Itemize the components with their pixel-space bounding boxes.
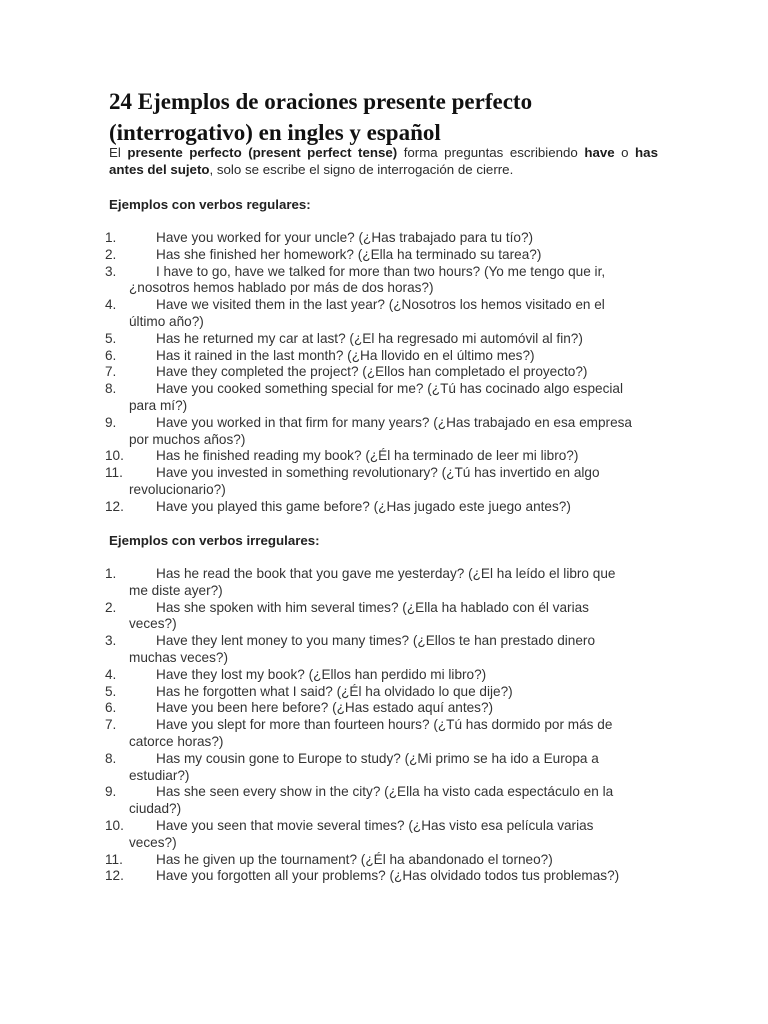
list-item-text: I have to go, have we talked for more than two hours? (Yo me tengo que ir, ¿nosotros hemos hablado por más de dos horas?) bbox=[129, 263, 606, 296]
intro-text: forma preguntas escribiendo bbox=[397, 145, 585, 160]
irregular-section-heading: Ejemplos con verbos irregulares: bbox=[109, 533, 320, 548]
list-item bbox=[0, 751, 768, 785]
list-item-text: Have you been here before? (¿Has estado aquí antes?) bbox=[156, 700, 494, 716]
list-item bbox=[0, 818, 768, 852]
intro-paragraph bbox=[109, 145, 658, 179]
list-item bbox=[0, 499, 768, 516]
list-item-number: 2. bbox=[105, 246, 117, 262]
list-item-number: 12. bbox=[105, 868, 124, 884]
list-item-number: 4. bbox=[105, 297, 117, 313]
list-item-text: Has my cousin gone to Europe to study? (¿Mi primo se ha ido a Europa a estudiar?) bbox=[129, 750, 599, 783]
intro-text: o bbox=[614, 145, 636, 160]
list-item-text: Has he returned my car at last? (¿El ha regresado mi automóvil al fin?) bbox=[156, 330, 583, 346]
list-item bbox=[0, 264, 768, 298]
list-item-text: Have you cooked something special for me? (¿Tú has cocinado algo especial para mí?) bbox=[129, 381, 623, 413]
list-item bbox=[0, 247, 768, 264]
intro-bold-text: have bbox=[584, 145, 615, 160]
list-item-text: Have they lent money to you many times? (¿Ellos te han prestado dinero muchas veces?) bbox=[129, 633, 596, 665]
list-item-text: Has he forgotten what I said? (¿Él ha olvidado lo que dije?) bbox=[156, 683, 513, 699]
list-item-text: Have you seen that movie several times? (¿Has visto esa película varias veces?) bbox=[129, 817, 594, 850]
list-item bbox=[0, 633, 768, 667]
list-item-number: 6. bbox=[105, 700, 117, 716]
list-item bbox=[0, 465, 768, 499]
list-item bbox=[0, 784, 768, 818]
intro-bold-text: presente perfecto (present perfect tense) bbox=[127, 145, 398, 160]
list-item-number: 10. bbox=[105, 448, 124, 464]
list-item-number: 5. bbox=[105, 683, 117, 699]
list-item bbox=[0, 381, 768, 415]
list-item-number: 1. bbox=[105, 566, 117, 581]
regular-examples-list bbox=[0, 230, 768, 516]
list-item-text: Has he given up the tournament? (¿Él ha abandonado el torneo?) bbox=[156, 851, 553, 867]
regular-section-heading: Ejemplos con verbos regulares: bbox=[109, 197, 311, 212]
list-item-text: Have we visited them in the last year? (¿Nosotros los hemos visitado en el último año?) bbox=[129, 297, 605, 329]
list-item-number: 8. bbox=[105, 381, 117, 397]
list-item-number: 3. bbox=[105, 633, 117, 649]
page-title: 24 Ejemplos de oraciones presente perfecto (interrogativo) en ingles y español bbox=[109, 89, 533, 145]
list-item bbox=[0, 415, 768, 449]
list-item bbox=[0, 684, 768, 701]
list-item-number: 5. bbox=[105, 330, 117, 346]
list-item-number: 7. bbox=[105, 717, 117, 733]
list-item-text: Have they completed the project? (¿Ellos han completado el proyecto?) bbox=[156, 364, 588, 380]
list-item-text: Has it rained in the last month? (¿Ha llovido en el último mes?) bbox=[156, 347, 535, 363]
list-item-text: Have you slept for more than fourteen hours? (¿Tú has dormido por más de catorce horas?) bbox=[129, 717, 613, 749]
list-item-text: Has he read the book that you gave me yesterday? (¿El ha leído el libro que me diste ayer?) bbox=[129, 566, 616, 598]
list-item-text: Have you worked in that firm for many years? (¿Has trabajado en esa empresa por muchos años?) bbox=[129, 414, 632, 447]
intro-text: El bbox=[109, 145, 128, 160]
list-item-number: 11. bbox=[105, 465, 123, 481]
intro-bold-text: has antes del sujeto bbox=[109, 145, 658, 177]
list-item-number: 11. bbox=[105, 851, 123, 867]
list-item-number: 6. bbox=[105, 347, 117, 363]
list-item bbox=[0, 667, 768, 684]
list-item bbox=[0, 230, 768, 247]
list-item bbox=[0, 868, 768, 885]
list-item bbox=[0, 331, 768, 348]
list-item-number: 9. bbox=[105, 414, 117, 430]
list-item-number: 9. bbox=[105, 784, 117, 800]
list-item bbox=[0, 717, 768, 751]
list-item-text: Has she seen every show in the city? (¿Ella ha visto cada espectáculo en la ciudad?) bbox=[129, 784, 614, 817]
list-item-number: 4. bbox=[105, 666, 117, 682]
list-item bbox=[0, 852, 768, 869]
list-item-number: 12. bbox=[105, 498, 124, 514]
list-item-text: Have you played this game before? (¿Has jugado este juego antes?) bbox=[156, 498, 571, 514]
list-item-text: Have they lost my book? (¿Ellos han perdido mi libro?) bbox=[156, 666, 487, 682]
list-item-number: 10. bbox=[105, 817, 124, 833]
list-item-number: 7. bbox=[105, 364, 117, 380]
list-item bbox=[0, 448, 768, 465]
list-item-number: 2. bbox=[105, 599, 117, 615]
list-item bbox=[0, 348, 768, 365]
list-item-text: Have you forgotten all your problems? (¿Has olvidado todos tus problemas?) bbox=[156, 868, 620, 884]
list-item-number: 3. bbox=[105, 263, 117, 279]
list-item-text: Has she spoken with him several times? (¿Ella ha hablado con él varias veces?) bbox=[129, 599, 589, 632]
list-item bbox=[0, 566, 768, 600]
list-item-text: Has she finished her homework? (¿Ella ha terminado su tarea?) bbox=[156, 246, 542, 262]
list-item-number: 1. bbox=[105, 230, 117, 245]
list-item-text: Have you worked for your uncle? (¿Has trabajado para tu tío?) bbox=[156, 230, 534, 245]
intro-text: , solo se escribe el signo de interrogación de cierre. bbox=[209, 161, 514, 177]
list-item bbox=[0, 600, 768, 634]
list-item-text: Have you invested in something revolutionary? (¿Tú has invertido en algo revolucionario?) bbox=[129, 465, 600, 497]
irregular-examples-list bbox=[0, 566, 768, 885]
list-item bbox=[0, 700, 768, 717]
list-item-number: 8. bbox=[105, 750, 117, 766]
list-item bbox=[0, 297, 768, 331]
list-item-text: Has he finished reading my book? (¿Él ha terminado de leer mi libro?) bbox=[156, 448, 579, 464]
list-item bbox=[0, 364, 768, 381]
